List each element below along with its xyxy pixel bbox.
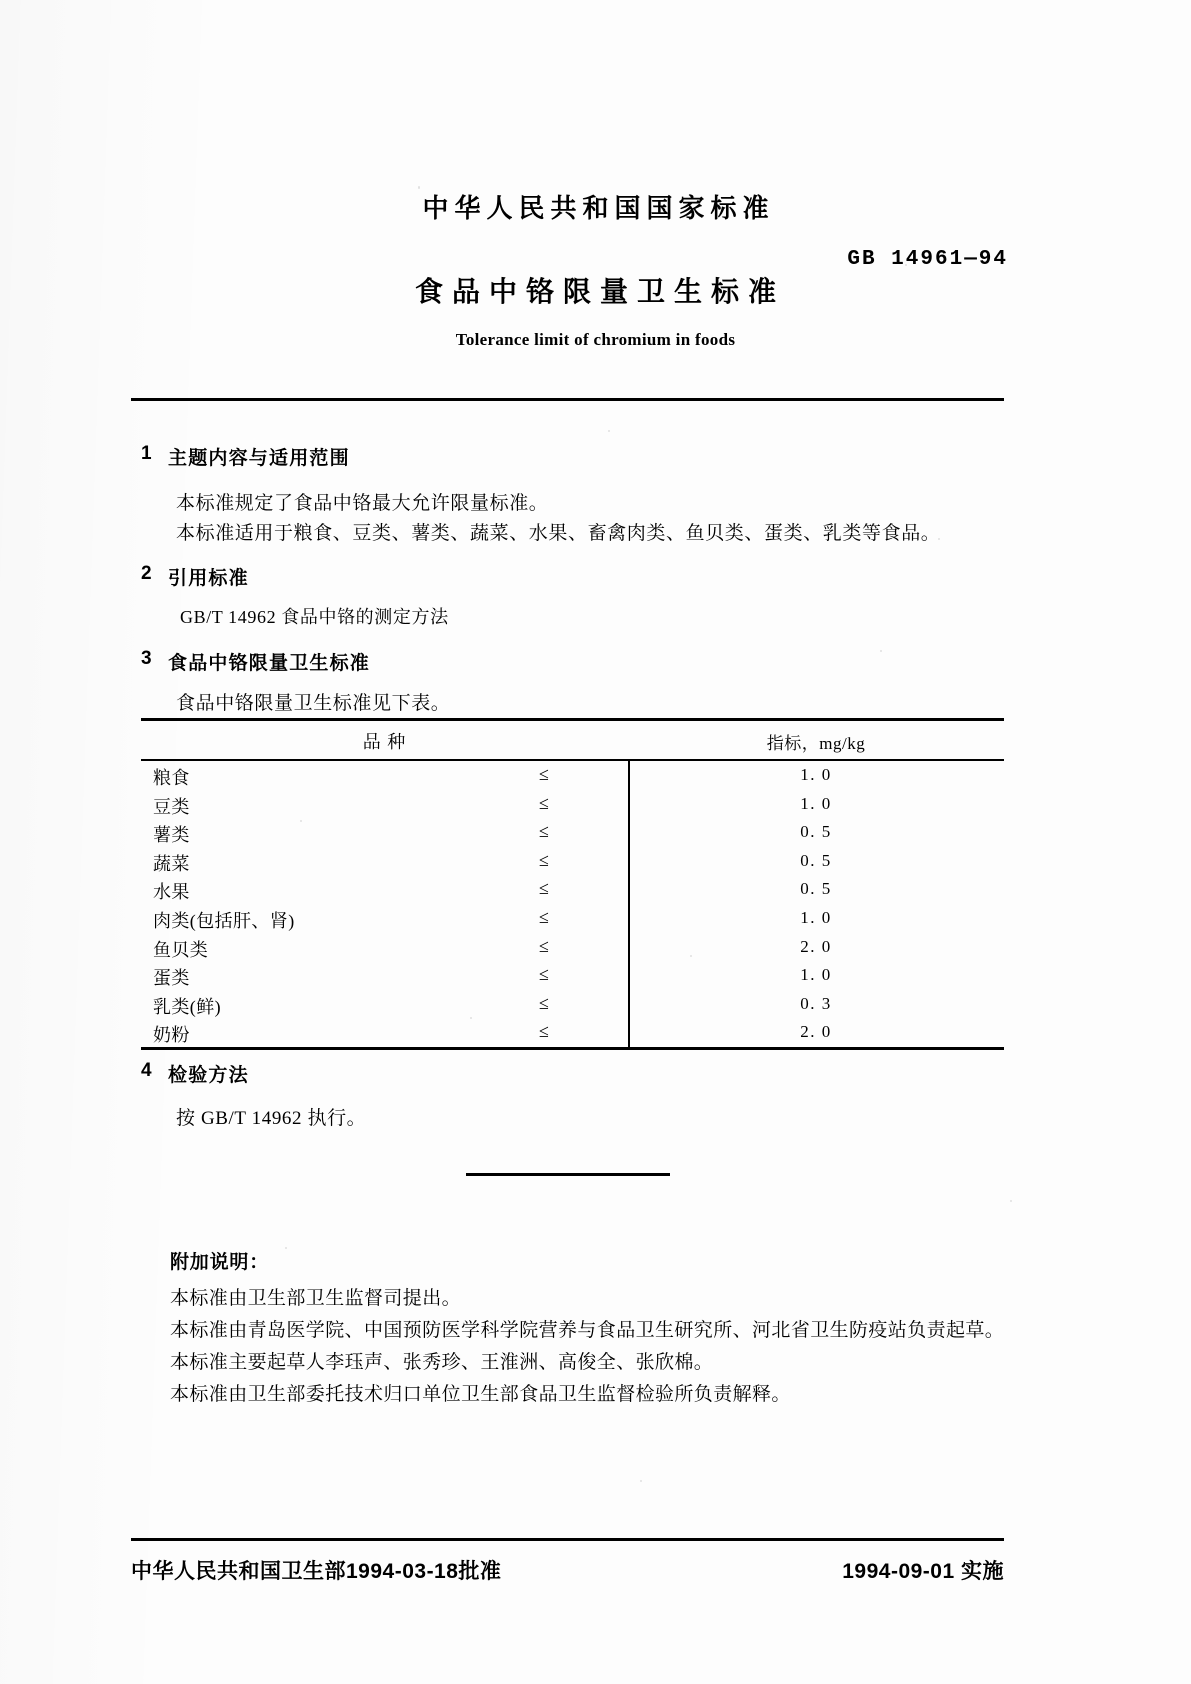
table-cell-operator: ≤ — [539, 964, 549, 985]
table-row — [141, 818, 1004, 847]
table-cell-operator: ≤ — [539, 792, 549, 813]
table-cell-name: 肉类(包括肝、肾) — [153, 910, 295, 931]
table-row — [141, 990, 1004, 1019]
table-row — [141, 790, 1004, 819]
table-cell-operator: ≤ — [539, 992, 549, 1013]
table-row — [141, 933, 1004, 962]
section-1-paragraph-2: 本标准适用于粮食、豆类、薯类、蔬菜、水果、畜禽肉类、鱼贝类、蛋类、乳类等食品。 — [176, 523, 941, 544]
table-cell-name: 粮食 — [153, 768, 190, 788]
table-cell-value: 1. 0 — [800, 965, 832, 985]
appendix-line: 本标准由卫生部委托技术归口单位卫生部食品卫生监督检验所负责解释。 — [170, 1384, 791, 1405]
table-column-header-value: 指标，mg/kg — [766, 734, 866, 753]
table-cell-operator: ≤ — [539, 764, 549, 784]
section-1-heading: 主题内容与适用范围 — [168, 448, 350, 469]
footer-divider — [131, 1538, 1004, 1541]
table-cell-value: 1. 0 — [800, 765, 832, 784]
section-3-heading: 食品中铬限量卫生标准 — [168, 653, 371, 674]
table-cell-operator: ≤ — [539, 849, 549, 870]
table-cell-operator: ≤ — [539, 821, 549, 842]
table-row — [141, 847, 1004, 876]
page-title: 食品中铬限量卫生标准 — [414, 276, 785, 307]
scan-speck — [640, 1480, 642, 1482]
scan-speck — [1010, 1200, 1012, 1202]
section-2-number: 2 — [141, 563, 152, 584]
table-row — [141, 904, 1004, 933]
table-cell-name: 蛋类 — [153, 968, 190, 989]
scan-speck — [880, 650, 882, 652]
limit-table — [141, 718, 1004, 1050]
table-cell-value: 1. 0 — [800, 793, 832, 813]
table-column-header-name: 品 种 — [362, 732, 407, 752]
table-cell-value: 0. 5 — [800, 879, 832, 899]
table-header-row — [141, 721, 1004, 759]
table-cell-value: 1. 0 — [800, 907, 832, 927]
appendix-line: 本标准由青岛医学院、中国预防医学科学院营养与食品卫生研究所、河北省卫生防疫站负责起草。 — [170, 1320, 1005, 1341]
section-separator — [466, 1173, 670, 1176]
scan-speck — [608, 430, 610, 432]
table-cell-operator: ≤ — [539, 906, 549, 927]
table-cell-value: 0. 5 — [800, 850, 832, 870]
header-divider — [131, 398, 1004, 401]
table-cell-value: 0. 5 — [800, 822, 832, 842]
standard-code: GB 14961—94 — [847, 248, 1008, 271]
table-body — [141, 761, 1004, 1047]
appendix-line: 本标准主要起草人李珏声、张秀珍、王淮洲、高俊全、张欣棉。 — [170, 1352, 714, 1373]
table-bottom-border — [141, 1047, 1004, 1050]
section-1-paragraph-1: 本标准规定了食品中铬最大允许限量标准。 — [176, 493, 549, 514]
national-standard-label: 中华人民共和国国家标准 — [422, 193, 775, 223]
table-row — [141, 761, 1004, 790]
footer-implementation: 1994-09-01 实施 — [842, 1560, 1004, 1583]
scan-speck — [285, 1247, 287, 1249]
appendix-title: 附加说明： — [170, 1252, 270, 1273]
table-cell-name: 蔬菜 — [153, 853, 190, 874]
page-title-english: Tolerance limit of chromium in foods — [455, 330, 736, 349]
table-cell-name: 鱼贝类 — [153, 939, 209, 960]
appendix-line: 本标准由卫生部卫生监督司提出。 — [170, 1288, 462, 1309]
section-4-paragraph-1: 按 GB/T 14962 执行。 — [176, 1108, 367, 1129]
table-cell-operator: ≤ — [539, 1021, 549, 1042]
table-cell-value: 2. 0 — [800, 1022, 832, 1042]
section-2-reference: GB/T 14962 食品中铬的测定方法 — [180, 607, 449, 627]
table-cell-name: 薯类 — [153, 825, 190, 846]
section-3-number: 3 — [141, 648, 152, 669]
table-cell-name: 豆类 — [153, 796, 190, 817]
section-4-number: 4 — [141, 1060, 152, 1081]
table-cell-name: 水果 — [153, 882, 190, 903]
table-cell-operator: ≤ — [539, 935, 549, 956]
table-cell-name: 乳类(鲜) — [153, 996, 221, 1017]
table-cell-operator: ≤ — [539, 878, 549, 899]
table-cell-value: 0. 3 — [800, 993, 832, 1013]
section-4-heading: 检验方法 — [168, 1065, 249, 1086]
footer-approval: 中华人民共和国卫生部1994-03-18批准 — [131, 1560, 502, 1583]
section-1-number: 1 — [141, 443, 152, 464]
table-row — [141, 961, 1004, 990]
table-row — [141, 1018, 1004, 1047]
table-row — [141, 875, 1004, 904]
table-cell-value: 2. 0 — [800, 936, 832, 956]
table-cell-name: 奶粉 — [153, 1025, 190, 1046]
section-2-heading: 引用标准 — [168, 568, 249, 589]
section-3-paragraph-1: 食品中铬限量卫生标准见下表。 — [176, 693, 451, 714]
